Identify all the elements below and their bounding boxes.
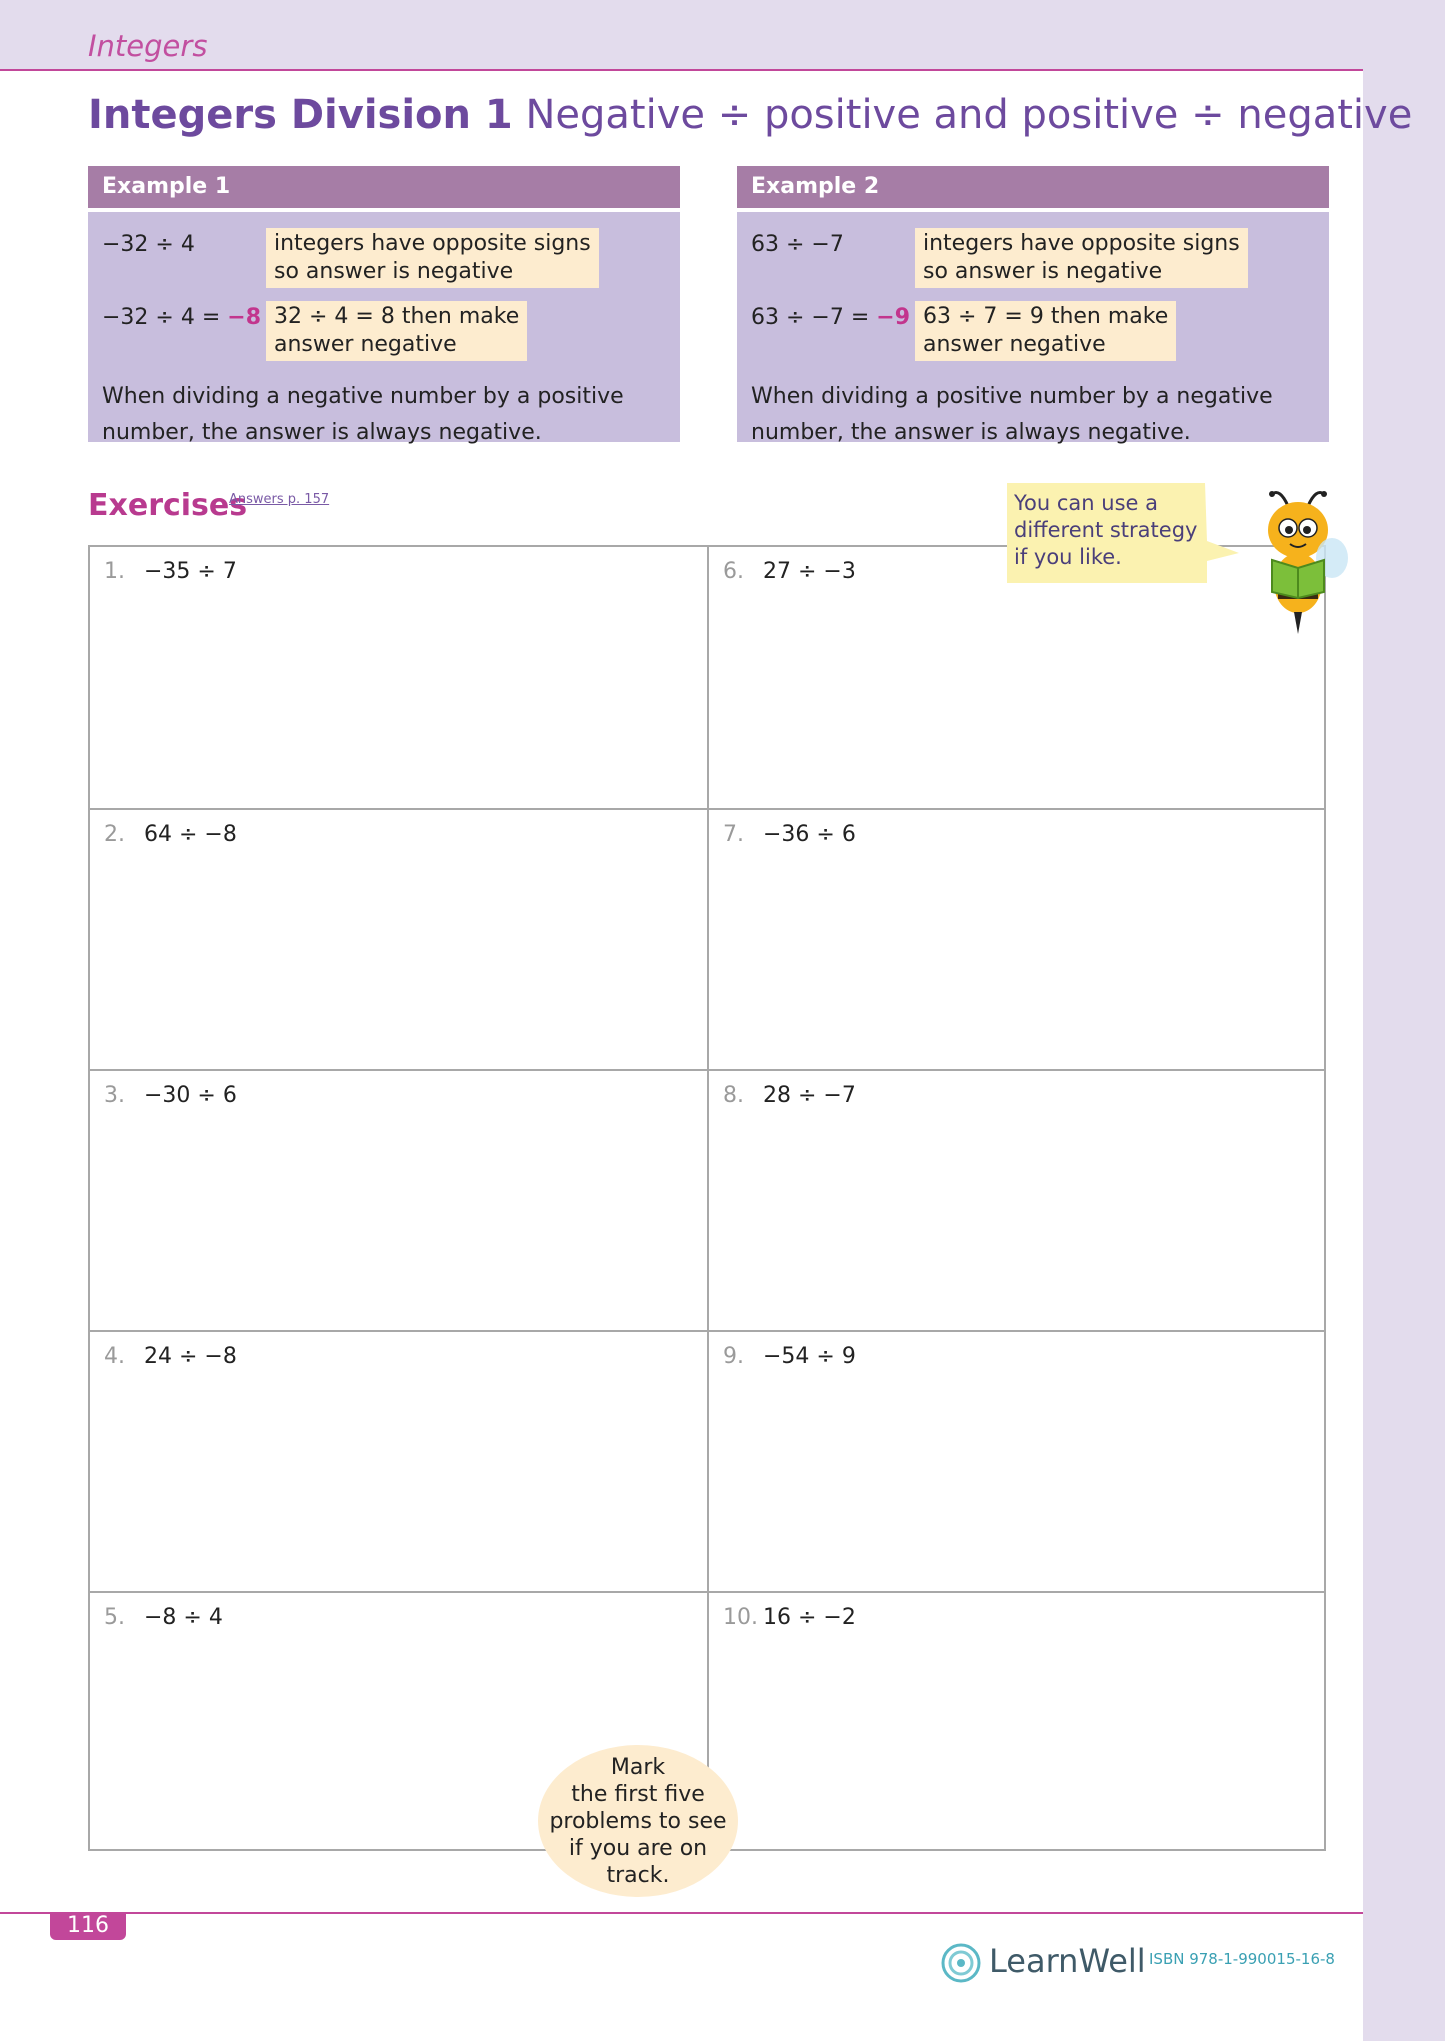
exercise-number: 3. <box>104 1083 125 1108</box>
exercise-cell-7[interactable] <box>707 808 1326 1069</box>
note-line: integers have opposite signs <box>274 231 591 256</box>
exercise-cell-1[interactable] <box>90 547 709 808</box>
example-2-note-signs <box>915 228 1248 288</box>
exercise-number: 1. <box>104 559 125 584</box>
note-line: answer negative <box>274 332 457 357</box>
exercise-number: 9. <box>723 1344 744 1369</box>
exercise-cell-8[interactable] <box>707 1069 1326 1330</box>
exercise-problem: −8 ÷ 4 <box>144 1605 223 1630</box>
equation-left: −32 ÷ 4 = <box>102 305 228 330</box>
exercise-cell-2[interactable] <box>90 808 709 1069</box>
example-2-equation <box>751 305 910 330</box>
note-line: 63 ÷ 7 = 9 then make <box>923 304 1169 329</box>
exercises-heading: Exercises <box>88 488 248 523</box>
page-margin-band <box>1363 0 1445 2041</box>
tip-line: different strategy <box>1014 518 1198 542</box>
exercise-cell-3[interactable] <box>90 1069 709 1330</box>
tip-line: You can use a <box>1014 491 1158 515</box>
exercise-problem: 16 ÷ −2 <box>763 1605 856 1630</box>
section-label: Integers <box>88 29 208 63</box>
exercise-number: 6. <box>723 559 744 584</box>
example-2-heading: Example 2 <box>737 166 1329 208</box>
example-1-expression: −32 ÷ 4 <box>102 232 195 257</box>
exercise-problem: 27 ÷ −3 <box>763 559 856 584</box>
tip-line: the first five <box>571 1781 705 1807</box>
page-title-subtitle: Negative ÷ positive and positive ÷ negative <box>512 92 1413 138</box>
example-2-note-method <box>915 301 1176 361</box>
example-1-body <box>88 212 680 445</box>
summary-line: number, the answer is always negative. <box>102 420 542 445</box>
example-1-note-method <box>266 301 527 361</box>
example-1-equation <box>102 305 261 330</box>
footer-divider <box>0 1912 1363 1914</box>
note-line: 32 ÷ 4 = 8 then make <box>274 304 520 329</box>
mark-tip-text <box>548 1754 728 1889</box>
tip-line: track. <box>606 1862 670 1888</box>
header-divider <box>0 69 1363 71</box>
exercise-cell-9[interactable] <box>707 1330 1326 1591</box>
bee-mascot-icon <box>1250 488 1350 638</box>
exercise-grid <box>88 545 1326 1851</box>
note-line: so answer is negative <box>274 259 514 284</box>
summary-line: When dividing a positive number by a negative <box>751 384 1273 409</box>
isbn-text: ISBN 978-1-990015-16-8 <box>1149 1950 1335 1968</box>
answers-link[interactable]: Answers p. 157 <box>229 492 330 507</box>
page-title-bold: Integers Division 1 <box>88 92 513 138</box>
example-2-body <box>737 212 1329 445</box>
tip-line: Mark <box>610 1754 666 1780</box>
learnwell-logo-icon <box>940 1942 982 1984</box>
exercise-number: 5. <box>104 1605 125 1630</box>
equation-left: 63 ÷ −7 = <box>751 305 877 330</box>
page-number: 116 <box>50 1912 126 1940</box>
tip-line: if you like. <box>1014 545 1122 569</box>
exercise-number: 4. <box>104 1344 125 1369</box>
example-1-note-signs <box>266 228 599 288</box>
example-1-panel <box>88 166 680 445</box>
exercise-cell-6[interactable] <box>707 547 1326 808</box>
brand-name: LearnWell <box>989 1942 1146 1980</box>
example-1-heading: Example 1 <box>88 166 680 208</box>
example-2-panel <box>737 166 1329 445</box>
tip-line: if you are on <box>568 1835 708 1861</box>
exercise-number: 2. <box>104 822 125 847</box>
header-band <box>0 0 1445 70</box>
mark-tip-bubble <box>538 1745 738 1897</box>
example-2-expression: 63 ÷ −7 <box>751 232 844 257</box>
summary-line: number, the answer is always negative. <box>751 420 1191 445</box>
exercise-problem: 24 ÷ −8 <box>144 1344 237 1369</box>
bee-tip-text <box>1014 490 1214 571</box>
exercise-problem: −30 ÷ 6 <box>144 1083 237 1108</box>
exercise-problem: −36 ÷ 6 <box>763 822 856 847</box>
exercise-cell-4[interactable] <box>90 1330 709 1591</box>
exercise-problem: 28 ÷ −7 <box>763 1083 856 1108</box>
summary-line: When dividing a negative number by a positive <box>102 384 624 409</box>
note-line: so answer is negative <box>923 259 1163 284</box>
exercise-number: 7. <box>723 822 744 847</box>
exercise-problem: −54 ÷ 9 <box>763 1344 856 1369</box>
exercise-problem: 64 ÷ −8 <box>144 822 237 847</box>
note-line: answer negative <box>923 332 1106 357</box>
exercise-number: 8. <box>723 1083 744 1108</box>
example-1-answer: −8 <box>227 305 262 330</box>
exercise-problem: −35 ÷ 7 <box>144 559 237 584</box>
note-line: integers have opposite signs <box>923 231 1240 256</box>
tip-line: problems to see <box>549 1808 727 1834</box>
exercise-number: 10. <box>723 1605 758 1630</box>
example-2-answer: −9 <box>876 305 911 330</box>
example-2-summary <box>751 379 1321 451</box>
example-1-summary <box>102 379 672 451</box>
page-title <box>88 92 1412 138</box>
exercise-cell-10[interactable] <box>707 1591 1326 1849</box>
